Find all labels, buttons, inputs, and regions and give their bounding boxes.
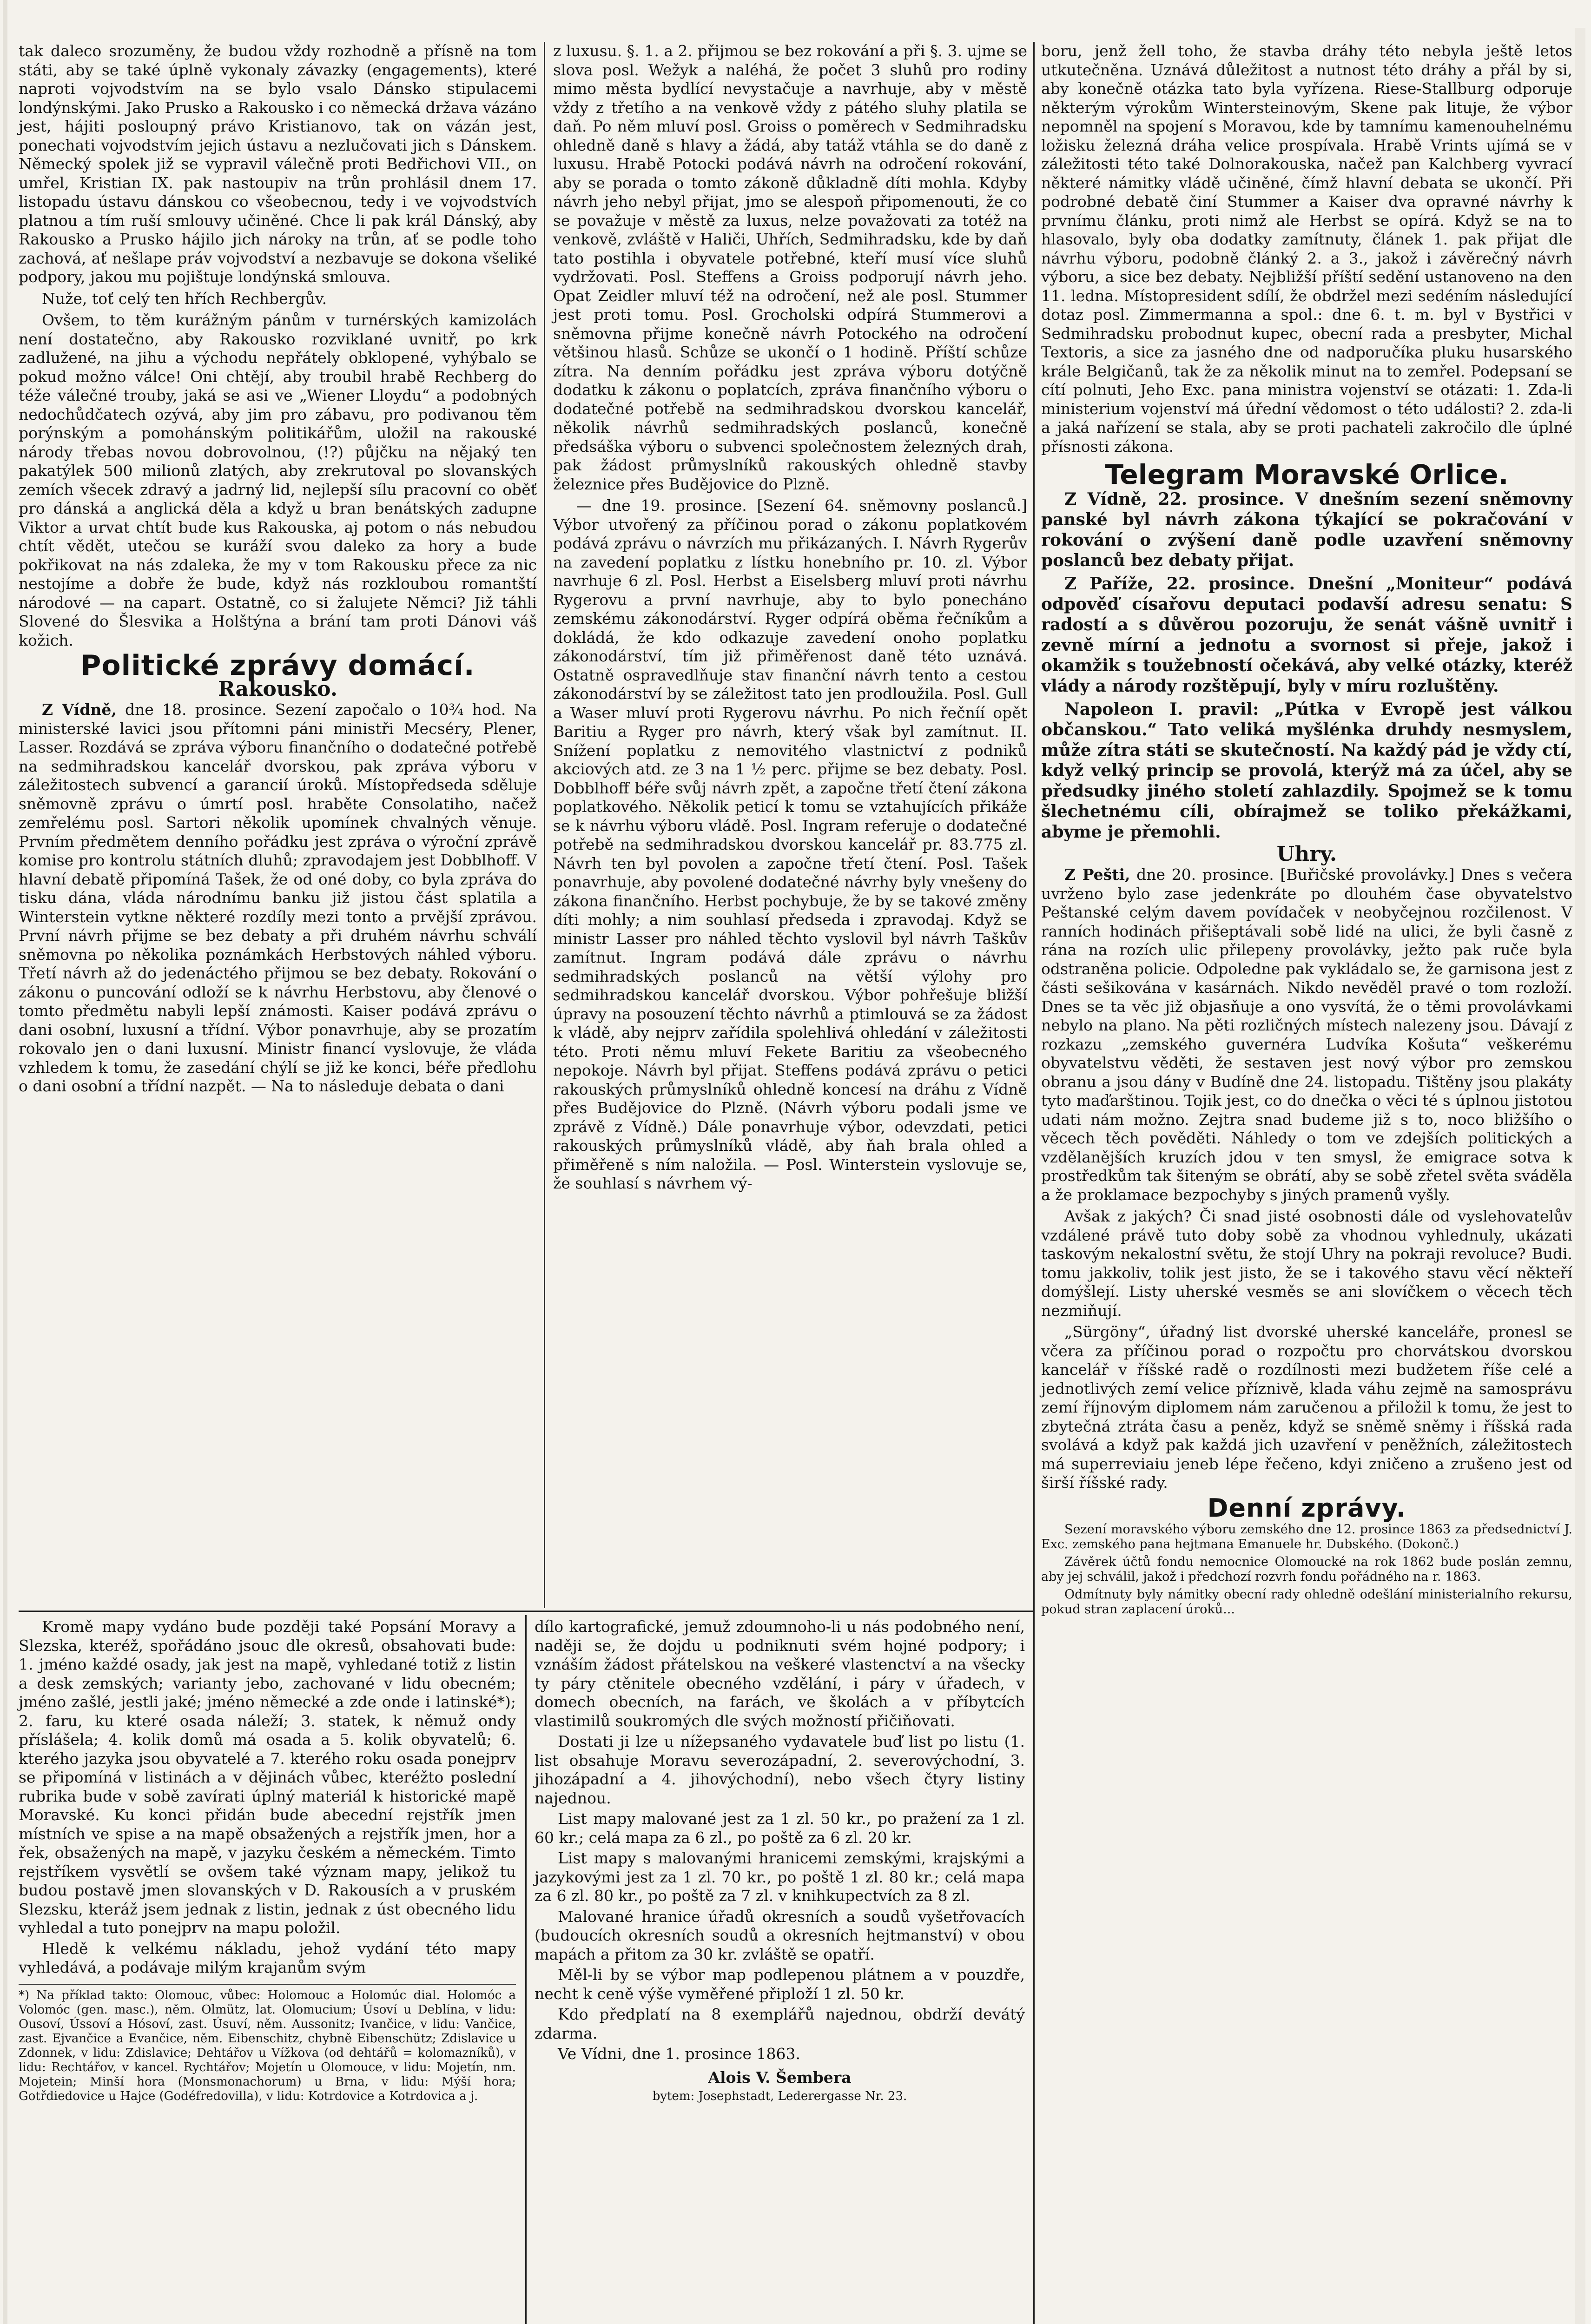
telegram-dateline: Z Paříže, 22. prosince.: [1064, 574, 1295, 594]
footnote: *) Na příklad takto: Olomouc, vůbec: Holomouc a Holomúc dial. Holomóc a Volomóc (gen. masc.), něm. Olmütz, lat. Olomucium; Úsoví u Deblína, v lidu: Ousoví, Ússoví a Hósoví, zast. Úsuví, něm. Aussonitz; Ivančice, v lidu: Vančice, zast. Ejvančice a Evančice, něm. Eibenschitz, chybně Eibenschütz; Zdislavice u Zdonnek, v lidu: Zdislavice; Dehtářov u Vížkova (od dehtářů = kolomazníků), v lidu: Rechtářov, v kancel. Rychtářov; Mojetín u Olomouce, v lidu: Mojetín, nm. Mojetein; Minší hora (Monsmonachorum) u Brna, v lidu: Mýší hora; Gotřdiedovice u Hajce (Godéfredovilla), v lidu: Kotrdovice a Kotrdovica a j.: [19, 1984, 516, 2104]
news-text: Odmítnuty byly námitky obecní rady ohledně odešlání ministerialního rekursu, pokud stran zaplacení úroků...: [1041, 1587, 1572, 1617]
article-body: dne 18. prosince. Sezení započalo o 10¾ hod. Na ministerské lavici jsou přítomni páni ministři Mecséry, Plener, Lasser. Rozdává se zpráva výboru finančního o dodatečné potřebě na sedmihradskou kancelář dvorskou, pak zpráva výboru v záležitostech subvencí a garancií úroků. Místopředseda sděluje sněmovně zprávu o úmrtí posl. hraběte Consolatiho, načež zemřelému posl. Sartori několik upomínek chvalných věnuje. Prvním předmětem denního pořádku jest zpráva o výroční zprávě komise pro kontrolu státních dluhů; zpravodajem jest Dobblhoff. V hlavní debatě připomíná Tašek, že od oné doby, co byla zpráva do tisku dána, vláda národnímu banku již jistou část splatila a Winterstein vytkne některé rozdíly mezi tonto a prvější zprávou. První návrh přijme se bez debaty a při druhém návrhu schválí sněmovna po několika poznámkách Herbstových náhled výboru. Třetí návrh až do jedenáctého přijmou se bez debaty. Rokování o zákonu o puncování odloží se k návrhu Herbstovu, aby členové o tomto předmětu nabyli lepší známosti. Kaiser podává zprávu o dani osobní, luxusní a třídní. Výbor ponavrhuje, aby se prozatím rokovalo jen o dani luxusní. Ministr financí vyslovuje, že vláda vzhledem k tomu, že zasedání chýlí se již ke konci, béře předlohu o dani osobní a třídní nazpět. — Na to následuje debata o dani: [19, 700, 537, 1095]
newspaper-page: [19, 42, 1572, 2324]
dateline: Z Pešti,: [1064, 865, 1130, 884]
article-text: Avšak z jakých? Či snad jisté osobnosti dále od vyslehovatelův vzdálené právě tuto doby sobě za vhodnou vyhlednuly, ukázati taskovým nekalostní světu, že stojí Uhry na pokraji revoluce? Budi. tomu jakkoliv, tolik jest jisto, že se i takového stavu věcí někteří domýšlejí. Listy uherské vesměs se ani slovíčkem o věcech těch nezmiňují.: [1041, 1207, 1572, 1320]
address: bytem: Josephstadt, Lederergasse Nr. 23.: [652, 2089, 907, 2103]
price-text: List mapy malované jest za 1 zl. 50 kr., po pražení za 1 zl. 60 kr.; celá mapa za 6 zl., po poště za 6 zl. 20 kr.: [535, 1809, 1025, 1847]
lower-left-column: [19, 1618, 516, 2104]
article-text: boru, jenž žell toho, že stavba dráhy této nebyla ještě letos utkutečněna. Uznává důležitost a nutnost této dráhy a přál by si, aby konečně otázka tato byla vyřízena. Riese-Stallburg odporuje některým výrokům Wintersteinovým, Skene pak lituje, že výbor nepomněl na spojení s Moravou, kde by tamnímu kamenouhelnému ložisku železná dráha velice prospívala. Hrabě Vrints ujímá se v záležitosti této také Dolnorakouska, načež pan Kalchberg vyvrací některé námitky vládě učiněné, čímž hlavní debata se ukončí. Při podrobné debatě činí Stummer a Kaiser dva opravné návrhy k prvnímu článku, proti nimž ale Herbst se opírá. Když se na to hlasovalo, byly oba dodatky zamítnuty, článek 1. pak přijat dle návrhu výboru, podobně článký 2. a 3., jakož i závěrečný návrh výboru, a sice bez debaty. Nejbližší příští sedění ustanoveno na den 11. ledna. Místopresident sdílí, že obdržel mezi sedéním následující dotaz posl. Zimmermanna a spol.: dne 6. t. m. byl v Bystřici v Sedmihradsku probodnut kupec, obecní rada a presbyter, Michal Textoris, a sice za jasného dne od nadporučíka pluku husarského krále Belgičanů, tak že za několik minut na to zemřel. Podepsaní se cítí polnuti, Jeho Exc. pana ministra vojenství se otázati: 1. Zda-li ministerium vojenství má úřední vědomost o této události? 2. zda-li a jaká nařízení se stala, aby se proti pachateli zakročilo dle úplné přísnosti zákona.: [1041, 42, 1572, 456]
telegram-item: [1041, 574, 1572, 696]
section-title: Politické zprávy domácí.: [80, 649, 475, 682]
section-title: Denní zprávy.: [1207, 1493, 1406, 1523]
price-text: Měl-li by se výbor map podlepenou plátnem a v pouzdře, necht k ceně výše vyměřené připloží 1 zl. 50 kr.: [535, 1966, 1025, 2003]
article-text: Kromě mapy vydáno bude později také Popsání Moravy a Slezska, kteréž, spořádáno jsouc dle okresů, obsahovati bude: 1. jméno každé osady, jak jest na mapě, vyhledané totiž z listin a desk zemských; varianty jebo, zachované v lidu obecném; jméno zašlé, jestli jaké; jméno německé a zde onde i latinské*); 2. faru, ku které osada náleží; 3. statek, k němuž ondy příslášela; 4. kolik domů má osada a 5. kolik obyvatelů; 6. kterého jazyka jsou obyvatelé a 7. kterého roku osada ponejprv se připomíná v listinách a v dějinách vůbec, kteréžto poslední rubrika bude v sobě zavírati úplný materiál k historické mapě Moravské. Ku konci přidán bude abecední rejstřík jmen místních ve spise a na mapě obsažených a rejstřík jmen, hor a řek, obsažených na mapě, v jazyku českém a německém. Timto rejstříkem vysvětlí se ovšem také význam mapy, jelikož tu budou postavě jmen slovanských v D. Rakousích a v pruském Slezsku, kteráž jsem jednak z listin, jednak z úst obecného lidu vyhledal a tuto ponejprv na mapu položil.: [19, 1618, 516, 1937]
price-text: List mapy s malovanými hranicemi zemskými, krajskými a jazykovými jest za 1 zl. 70 kr., po poště 1 zl. 80 kr.; celá mapa za 6 zl. 80 kr., po poště za 7 zl. v knihkupectvích za 8 zl.: [535, 1849, 1025, 1905]
horizontal-rule: [19, 1611, 1033, 1612]
article-text: Hledě k velkému nákladu, jehož vydání této mapy vyhledává, a podávaje milým krajanům svým: [19, 1939, 516, 1976]
column-rule-1: [544, 42, 545, 1608]
telegram-body: Dnešní „Moniteur“ podává odpověď císařovu deputaci podavší adresu senatu: S radostí a s důvěrou pozoruju, že senát vášně uvnitř i zevně mírní a jednotu a svornost si přeje, jakož i okamžik s toužebností očekává, aby velké otázky, kteréž vlády a národy rozštěpují, byly v míru rozluštěny.: [1041, 574, 1572, 696]
column-rule-lower: [525, 1615, 527, 2324]
article-text: Nuže, toť celý ten hřích Rechbergův.: [42, 289, 327, 308]
article-text: [1041, 865, 1572, 1204]
lower-right-column: [535, 1618, 1025, 2106]
article-text: [19, 700, 537, 1096]
subsection-title: Uhry.: [1276, 842, 1337, 866]
news-text: Sezení moravského výboru zemského dne 12. prosince 1863 za předsednictví J. Exc. zemského pana hejtmana Emanuele hr. Dubského. (Dokonč.): [1041, 1522, 1572, 1552]
telegram-title: Telegram Moravské Orlice.: [1105, 459, 1509, 490]
article-text: z luxusu. §. 1. a 2. přijmou se bez rokování a při §. 3. ujme se slova posl. Wežyk a naléhá, že počet 3 sluhů pro rodiny mimo města bydlící nevystačuje a navrhuje, aby v městě vždy z třetího a na venkově vždy z pátého sluhy platila se daň. Po něm mluví posl. Groiss o poměrech v Sedmihradsku ohledně daně s hlavy a žádá, aby tatáž vtáhla se do daně z luxusu. Hrabě Potocki podává návrh na odročení rokování, aby se porada o tomto zákoně důkladně díti mohla. Kdyby návrh jeho nebyl přijat, jmo se alespoň připomenouti, že co se považuje v městě za luxus, nelze považovati za totéž na venkově, zvláště v Haliči, Uhřích, Sedmihradsku, kde by daň tato postihla i obyvatele potřebné, kteří musí více sluhů vydržovati. Posl. Steffens a Groiss podporují návrh jeho. Opat Zeidler mluví též na odročení, než ale posl. Stummer jest proti tomu. Posl. Grocholski odpírá Stummerovi a sněmovna přijme konečně návrh Potockého na odročení většinou hlasů. Schůze se ukončí o 1 hodině. Příští schůze zítra. Na denním pořádku jest zpráva výboru dotýčně dodatku k zákonu o poplatcích, zpráva finančního výboru o dodatečné potřebě na sedmihradskou dvorskou kancelář, několik návrhů sedmihradských poslanců, konečně předsáška výboru o subvenci společnostem železných drah, pak žádost průmyslníků rakouských ohledně stavby železnice přes Budějovice do Plzně.: [553, 42, 1027, 493]
column-1: [19, 42, 537, 1099]
subsection-title: Rakousko.: [218, 677, 338, 701]
article-text: dílo kartografické, jemuž zdoumnoho-li u nás podobného není, naději se, že dojdu u podniknuti svém hojné podpory; i vznáším žádost přátelskou na veškeré vlastenctví a na všecky ty páry ctěnitele obecného vzdělání, i páry v úřadech, v domech obecních, na farách, ve školách a v příbytcích vlastimilů soukromých dle svých možností přičiňovati.: [535, 1618, 1025, 1730]
telegram-body: V dnešním sezení sněmovny panské byl návrh zákona týkající se pokračování v rokování o zvýšení daně podle uzavření sněmovny poslanců bez debaty přijat.: [1041, 489, 1572, 570]
telegram-dateline: Z Vídně, 22. prosince.: [1064, 489, 1285, 509]
column-2: [553, 42, 1027, 1196]
news-text: Závěrek účtů fondu nemocnice Olomoucké na rok 1862 bude poslán zemnu, aby jej schválil, jakož i předchozí rozvrh fondu pořádného na r. 1863.: [1041, 1555, 1572, 1584]
page-edge-left: [3, 0, 7, 2324]
telegram-item: [1041, 699, 1572, 842]
dateline: Z Vídně,: [42, 700, 117, 719]
telegram-dateline: Napoleon I. pravil:: [1064, 699, 1259, 719]
article-text: Dostati ji lze u nížepsaného vydavatele buď list po listu (1. list obsahuje Moravu severozápadní, 2. severovýchodní, 3. jihozápadní a 4. jihovýchodní), nebo všech čtyry listiny najednou.: [535, 1732, 1025, 1807]
article-text: „Sürgöny“, úřadný list dvorské uherské kanceláře, pronesl se včera za příčinou porad o rozpočtu pro chorvátskou dvorskou kancelář v říšské radě o rozdílnosti mezi budžetem říše celé a jednotlivých zemí velice příznivě, klada váhu zejmě na samosprávu zemí říjnovým diplomem nám zaručenou a přiložil k tomu, že jest to zbytečná ztráta času a peněz, když se sněmě sněmy i říšská rada svolává a když pak každá jich uzavření v peněžních, záležitostech má superreviaiu jeneb lépe řečeno, kdyi zničeno a zrušeno jest od širší říšské rady.: [1041, 1323, 1572, 1492]
page-edge-right: [1575, 28, 1585, 2324]
place-date: Ve Vídni, dne 1. prosince 1863.: [558, 2045, 800, 2063]
article-text: Ovšem, to těm kurážným pánům v turnérských kamizolách není dostatečno, aby Rakousko rozviklané uvnitř, po krk zadlužené, na jihu a východu nepřátely obklopené, vyhýbalo se pokud možno válce! Oni chtějí, aby troubil hrabě Rechberg do téže válečné trouby, jaká se asi ve „Wiener Lloydu“ a podobných nedochůdčatech ozývá, aby jim pro zábavu, pro podivanou těm porýnským a pomohánským politikářům, uložil na rakouské národy třebas novou dobrovolnou, (!?) půjčku na nějaký ten pakatýlek 500 milionů zlatých, aby zrekrutoval po slovanských zemích všecek zdravý a jadrný lid, nejlepší sílu pracovní co oběť pro dánská a anglická děla a když u bran benátských zadupne Viktor a urvat chtít bude kus Rakouska, aj potom o nás nebudou chtít vědět, utečou se kuráží svou daleko za hory a bude pokřikovat na nás zdaleka, že my v tom Rakousku přece za nic nestojíme a dobře že bude, když nás rozkloubou romantští národové — na capart. Ostatně, co si žalujete Němci? Již táhli Slovené do Šlesvika a Holštýna a brání tam proti Dánovi váš kožich.: [19, 311, 537, 649]
column-3: [1041, 42, 1572, 1620]
article-text: — dne 19. prosince. [Sezení 64. sněmovny poslanců.] Výbor utvořený za příčinou porad o zákonu poplatkovém podává zprávu o návrzích mu přikázaných. I. Návrh Rygerův na zavedení poplatku z lístku honebního pr. 10. zl. Výbor navrhuje 6 zl. Posl. Herbst a Eiselsberg mluví proti návrhu Rygerovu a první navrhuje, aby to bylo ponecháno zemskému zákonodárství. Ryger odpírá oběma řečníkům a dokládá, že kdo odkazuje zavedení onoho poplatku zákonodárství, tím již přiměřenost daně této uznává. Ostatně ospravedlňuje stav finanční návrh tento a cestou zákonodárství by se záležitost tato jen prodloužila. Posl. Gull a Waser mluví proti Rygerovu návrhu. Po nich řečníí opět Baritiu a Ryger pro návrh, který však byl zamítnut. II. Snížení poplatku z nemovitého vlastnictví z podniků akciových atd. ze 3 na 1 ½ perc. přijme se bez debaty. Posl. Dobblhoff béře svůj návrh zpět, a započne třetí čtení zákona poplatkového. Několik peticí k tomu se vztahujících přikáže se k návrhu výboru vládě. Posl. Ingram referuje o dodatečné potřebě na sedmihradskou dvorskou kancelář pr. 83.775 zl. Návrh ten byl povolen a započne třetí čtení. Posl. Tašek ponavrhuje, aby povolené dodatečné návrhy byly vnešeny do zákona finančního. Herbst pochybuje, že by se takové změny díti mohly; a nim souhlasí předseda i zpravodaj. Když se ministr Lasser pro náhled těchto vyslovil byl návrh Taškův zamítnut. Ingram podává dále zprávu o návrhu sedmihradských poslanců na větší výlohy pro sedmihradskou kancelář dvorskou. Výbor pohřešuje bližší úpravy na posouzení těchto návrhů a ptimlouvá se za žádost k vládě, aby nejprv zařídila spolehlivá ohledání v záležitosti této. Proti němu mluví Fekete Baritiu za všeobecného nepokoje. Návrh byl přijat. Steffens podává zprávu o petici rakouských průmyslníků ohledně koncesí na dráhu z Vídně přes Budějovice do Plzně. (Návrh výboru podali jsme ve zprávě z Vídně.) Dále ponavrhuje výbor, odevzdati, petici rakouských průmyslníků vládě, aby ňah brala ohled a přiměřeně s ním naložila. — Posl. Winterstein vyslovuje se, že souhlasí s návrhem vý-: [553, 496, 1027, 1192]
telegram-item: [1041, 489, 1572, 571]
column-rule-2: [1033, 42, 1035, 2324]
telegram-body: „Pútka v Evropě jest válkou občanskou.“ Tato veliká myšlénka druhdy nesmyslem, může zítra státi se skutečností. Na každý pád je vždy ctí, když velký princip se provolá, kterýž má za účel, aby se předsudky jiného století zahlazdily. Spojmež se k tomu šlechetnému cíli, obírajmež se toliko překážkami, abyme je přemohli.: [1041, 699, 1572, 842]
price-text: Malované hranice úřadů okresních a soudů vyšetřovacích (budoucích okresních soudů a okresních hejtmanství) v obou mapách a přitom za 30 kr. zvláště se opatří.: [535, 1907, 1025, 1963]
signature: Alois V. Šembera: [708, 2068, 852, 2086]
price-text: Kdo předplatí na 8 exemplářů najednou, obdrží devátý zdarma.: [535, 2005, 1025, 2042]
article-body: dne 20. prosince. [Buřičské provolávky.] Dnes s večera uvrženo bylo zase jedenkráte po dlouhém čase obyvatelstvo Peštanské celým davem povídaček v neobyčejnou rozčilenost. V ranních hodinách přišeptávali sobě lidé na ulici, že byli časně z rána na rozích ulic přilepeny provolávky, ježto pak ruče byla odstraněna policie. Odpoledne pak vykládalo se, že garnisona jest z části sešikována v kasárnách. Nikdo nevěděl pravé o tom rozloží. Dnes se ta věc již objasňuje a ono vysvítá, že o těmi provolávkami nebylo na plano. Na pěti rozličných místech nalezeny jsou. Dávají z rozkazu „zemského guvernéra Ludvíka Košuta“ veškerému obyvatelstvu věděti, že sestaven jest nový výbor pro zemskou obranu a jsou dány v Budíně dne 24. listopadu. Tištěny jsou plakáty tyto maďarštinou. Tojik jest, co do dnečka o věci té s úplnou jistotou udati nám možno. Zejtra snad budeme již s to, noco bližšího o věcech těch pověděti. Náhledy o tom ve zdejších politických a vzdělanějších kruzích jdou v ten smysl, že emigrace sotva k prostředkům tak šiteným se obrátí, aby se sobě zřetel světa sváděla a že proklamace bezpochyby s jiných pramenů vyšly.: [1041, 865, 1572, 1204]
article-text: tak daleco srozuměny, že budou vždy rozhodně a přísně na tom státi, aby se také úplně vykonaly závazky (engagements), které naproti vojvodstvím na se bylo vsalo Dánsko stipulacemi londýnskými. Jako Prusko a Rakousko i co německá država vázáno jest, hájiti posloupný právo Kristianovo, tak on vázán jest, ponechati vojvodstvím jejich ústavu a nezlučovati jich s Dánskem. Německý spolek již se vypravil válečně proti Bedřichovi VII., on umřel, Kristian IX. pak nastoupiv na trůn prohlásil dnem 17. listopadu ústavu dánskou co všeobecnou, tedy i ve vojvodstvích platnou a tím ruší smlouvy učiněné. Chce li pak král Dánský, aby Rakousko a Prusko hájilo jich nároky na trůn, ať se podle toho zachová, ať nešlape práv vojvodství a nezbavuje se dokona všeliké podpory, jakou mu pojištuje londýnská smlouva.: [19, 42, 537, 286]
